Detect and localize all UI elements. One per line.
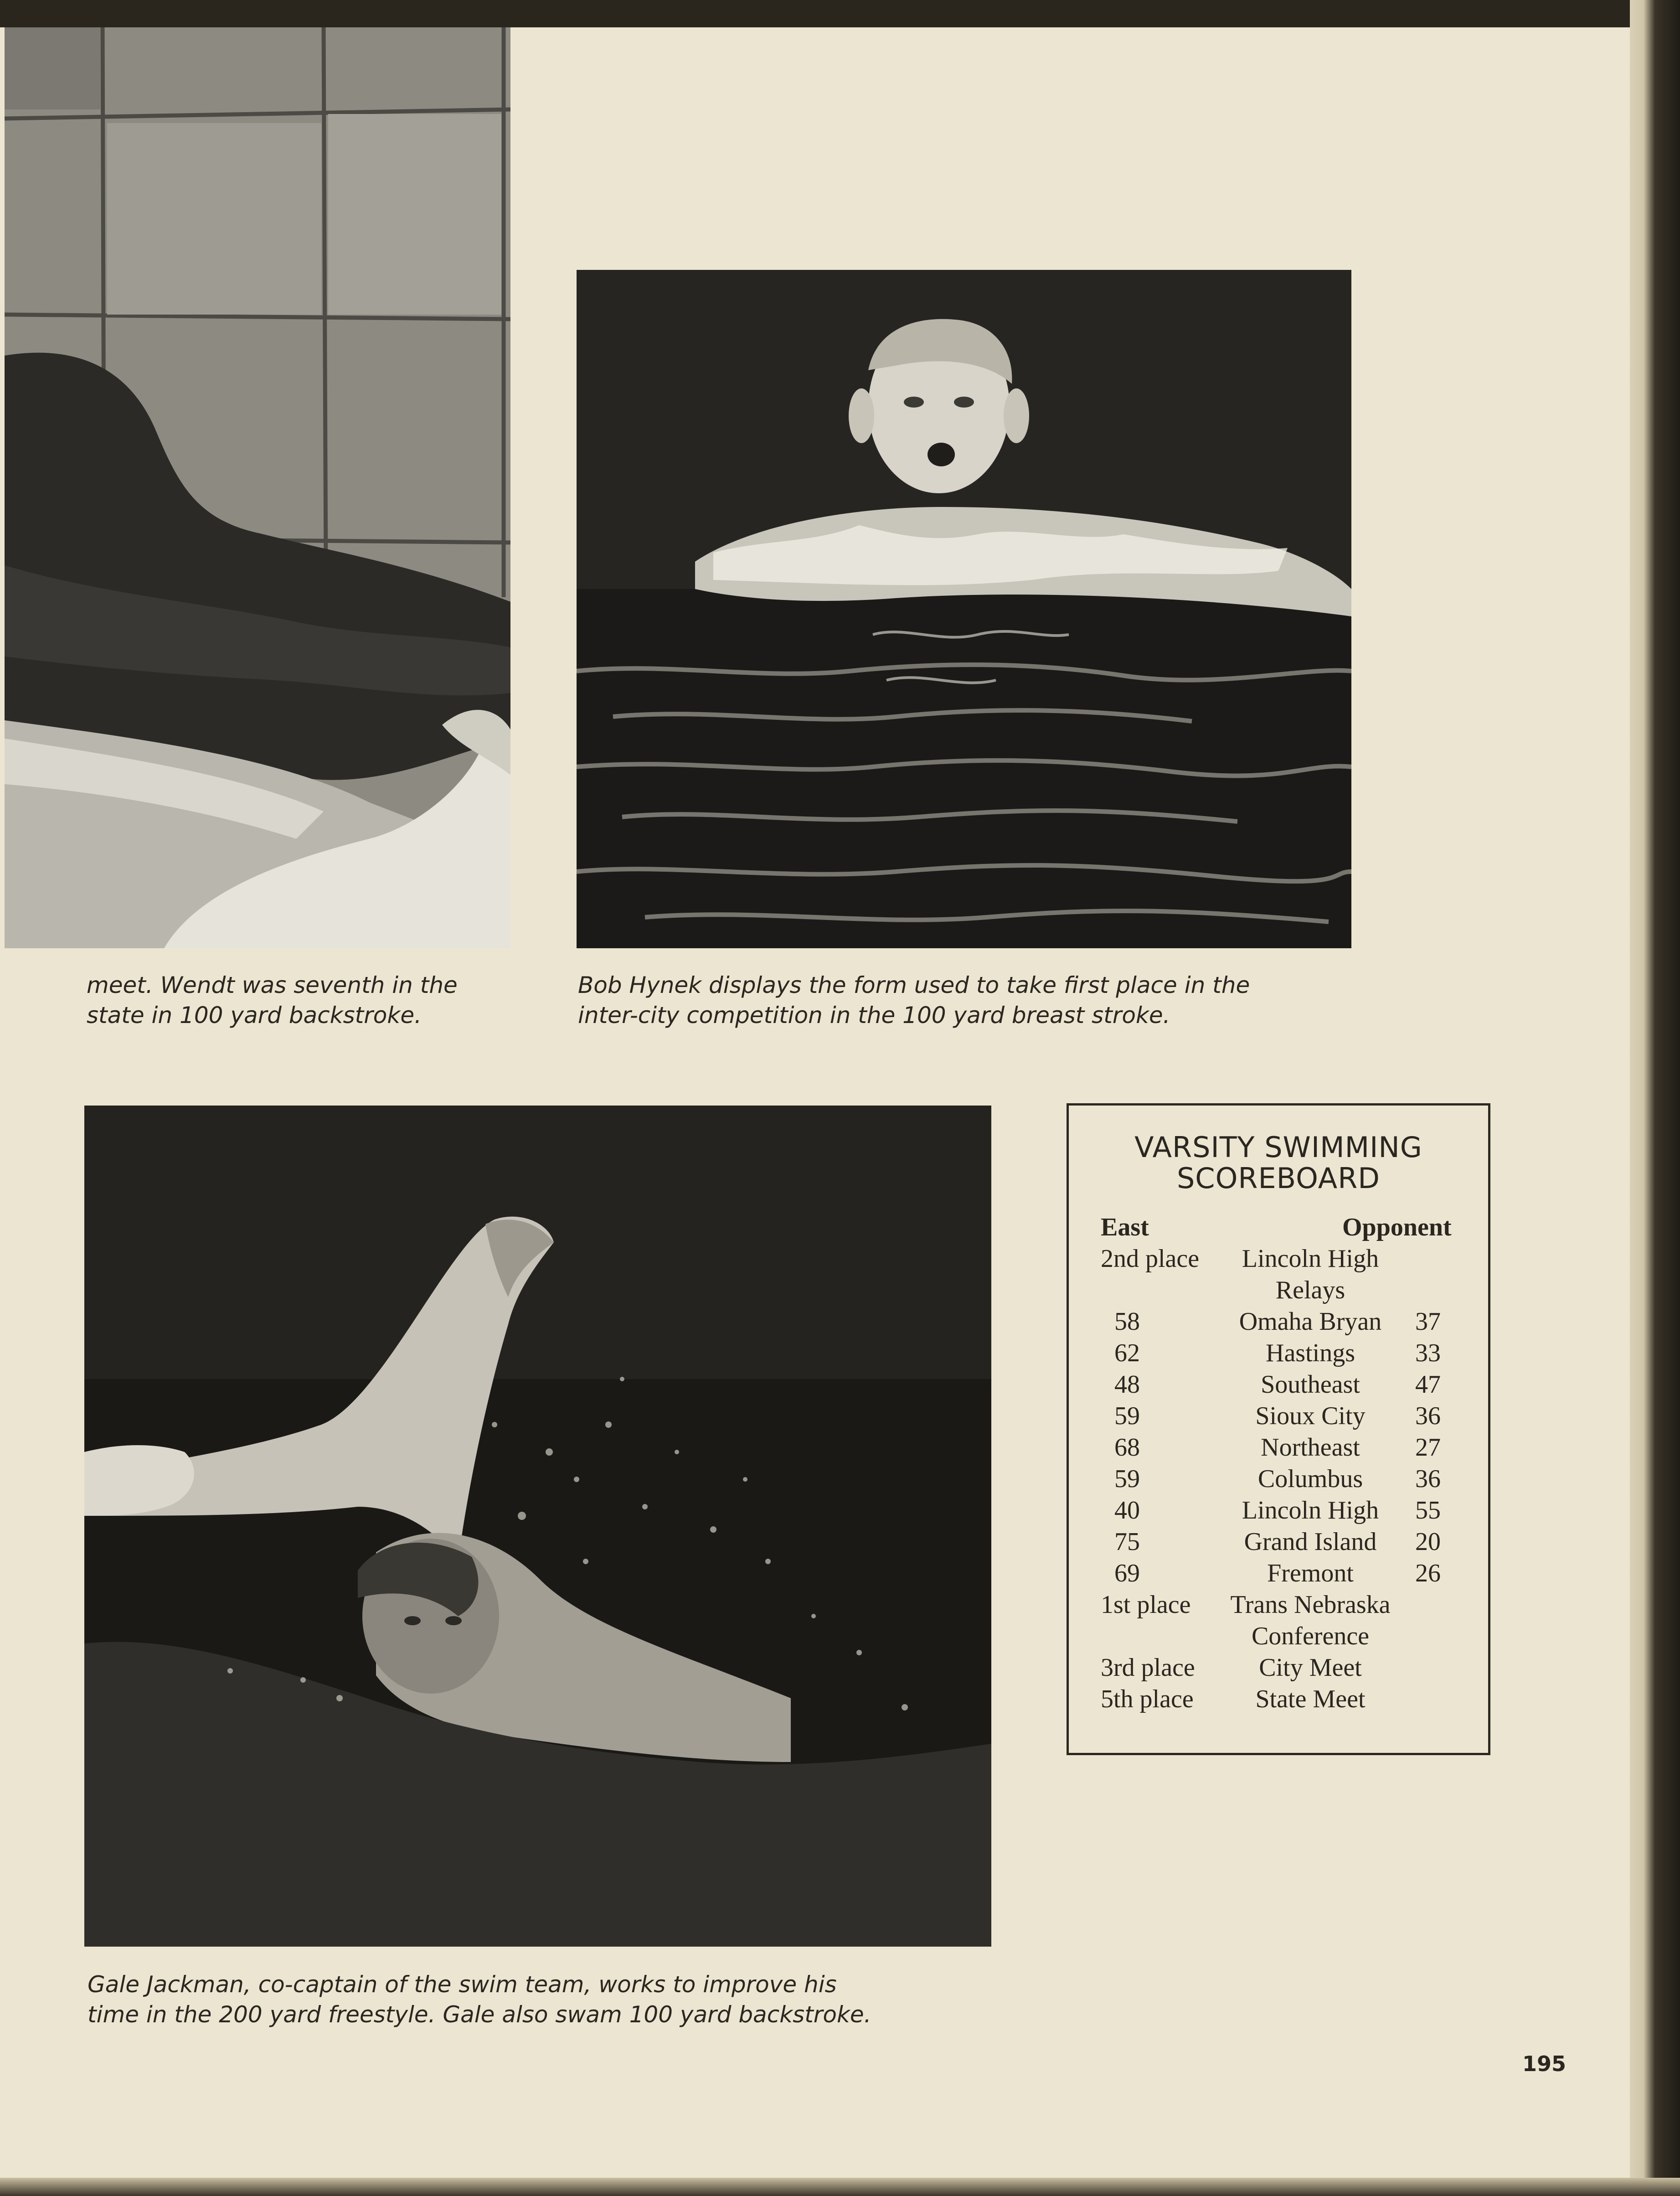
row-east-score: 1st place — [1101, 1591, 1191, 1619]
caption-bob-hynek — [578, 970, 1250, 1030]
row-opponent: Trans Nebraska — [1230, 1591, 1391, 1619]
page-edge-binding — [1630, 0, 1680, 2196]
scoreboard-row — [1069, 1684, 1488, 1715]
row-opponent: Southeast — [1261, 1370, 1360, 1399]
row-east-score: 69 — [1114, 1559, 1140, 1587]
row-east-score: 5th place — [1101, 1685, 1194, 1713]
row-opponent: Columbus — [1257, 1465, 1363, 1493]
caption-wendt — [87, 970, 458, 1030]
row-opponent-score: 36 — [1415, 1465, 1441, 1493]
row-opponent: Sioux City — [1255, 1402, 1366, 1430]
header-east: East — [1101, 1213, 1149, 1241]
row-opponent: State Meet — [1255, 1685, 1366, 1713]
caption-line: Bob Hynek displays the form used to take first place in the — [578, 972, 1250, 998]
scoreboard-subtitle: SCOREBOARD — [1176, 1162, 1381, 1195]
row-opponent-score: 55 — [1415, 1496, 1441, 1524]
caption-line: time in the 200 yard freestyle. Gale also swam 100 yard backstroke. — [88, 2001, 871, 2028]
page-edge-top — [0, 0, 1680, 27]
row-east-score: 75 — [1114, 1528, 1140, 1556]
scoreboard-row — [1069, 1338, 1488, 1369]
row-opponent: Grand Island — [1244, 1528, 1377, 1556]
photo-bob-hynek-breast-stroke — [577, 270, 1351, 948]
scoreboard-row — [1069, 1621, 1488, 1652]
row-opponent: Omaha Bryan — [1239, 1307, 1382, 1336]
page-edge-bottom — [0, 2178, 1680, 2196]
scoreboard-row — [1069, 1589, 1488, 1621]
row-east-score: 48 — [1114, 1370, 1140, 1399]
row-opponent: Northeast — [1261, 1433, 1360, 1462]
varsity-swimming-scoreboard — [1067, 1103, 1490, 1755]
row-opponent: Fremont — [1267, 1559, 1354, 1587]
scoreboard-row — [1069, 1495, 1488, 1526]
row-east-score: 40 — [1114, 1496, 1140, 1524]
header-opponent: Opponent — [1342, 1213, 1452, 1241]
row-east-score: 59 — [1114, 1402, 1140, 1430]
row-east-score: 58 — [1114, 1307, 1140, 1336]
photo-gale-jackman-freestyle — [84, 1106, 991, 1947]
row-opponent: Relays — [1275, 1276, 1345, 1304]
caption-line: meet. Wendt was seventh in the — [87, 972, 458, 998]
page-number: 195 — [1522, 2051, 1567, 2076]
row-opponent-score: 27 — [1415, 1433, 1441, 1462]
caption-gale-jackman — [88, 1969, 871, 2030]
caption-line: state in 100 yard backstroke. — [87, 1002, 422, 1028]
row-opponent-score: 20 — [1415, 1528, 1441, 1556]
row-opponent: Lincoln High — [1242, 1245, 1379, 1273]
row-opponent: Hastings — [1266, 1339, 1355, 1367]
row-opponent-score: 26 — [1415, 1559, 1441, 1587]
scoreboard-row — [1069, 1369, 1488, 1400]
row-opponent: City Meet — [1259, 1653, 1362, 1682]
row-opponent-score: 47 — [1415, 1370, 1441, 1399]
row-opponent-score: 33 — [1415, 1339, 1441, 1367]
scoreboard-header-row — [1069, 1212, 1488, 1243]
caption-line: inter-city competition in the 100 yard breast stroke. — [578, 1002, 1170, 1028]
row-opponent-score: 36 — [1415, 1402, 1441, 1430]
scoreboard-row — [1069, 1432, 1488, 1463]
row-east-score: 68 — [1114, 1433, 1140, 1462]
scoreboard-row — [1069, 1275, 1488, 1306]
scoreboard-title: VARSITY SWIMMING — [1134, 1131, 1422, 1164]
scoreboard-row — [1069, 1463, 1488, 1495]
scoreboard-row — [1069, 1558, 1488, 1589]
row-opponent: Lincoln High — [1242, 1496, 1379, 1524]
scoreboard-row — [1069, 1526, 1488, 1558]
scoreboard-row — [1069, 1652, 1488, 1684]
caption-line: Gale Jackman, co-captain of the swim team, works to improve his — [88, 1971, 837, 1998]
scoreboard-row — [1069, 1243, 1488, 1275]
row-east-score: 2nd place — [1101, 1245, 1200, 1273]
row-east-score: 62 — [1114, 1339, 1140, 1367]
photo-wendt-pool-edge — [5, 27, 510, 948]
scoreboard-row — [1069, 1306, 1488, 1338]
scoreboard-row — [1069, 1400, 1488, 1432]
row-opponent: Conference — [1251, 1622, 1370, 1650]
row-east-score: 3rd place — [1101, 1653, 1195, 1682]
row-opponent-score: 37 — [1415, 1307, 1441, 1336]
row-east-score: 59 — [1114, 1465, 1140, 1493]
